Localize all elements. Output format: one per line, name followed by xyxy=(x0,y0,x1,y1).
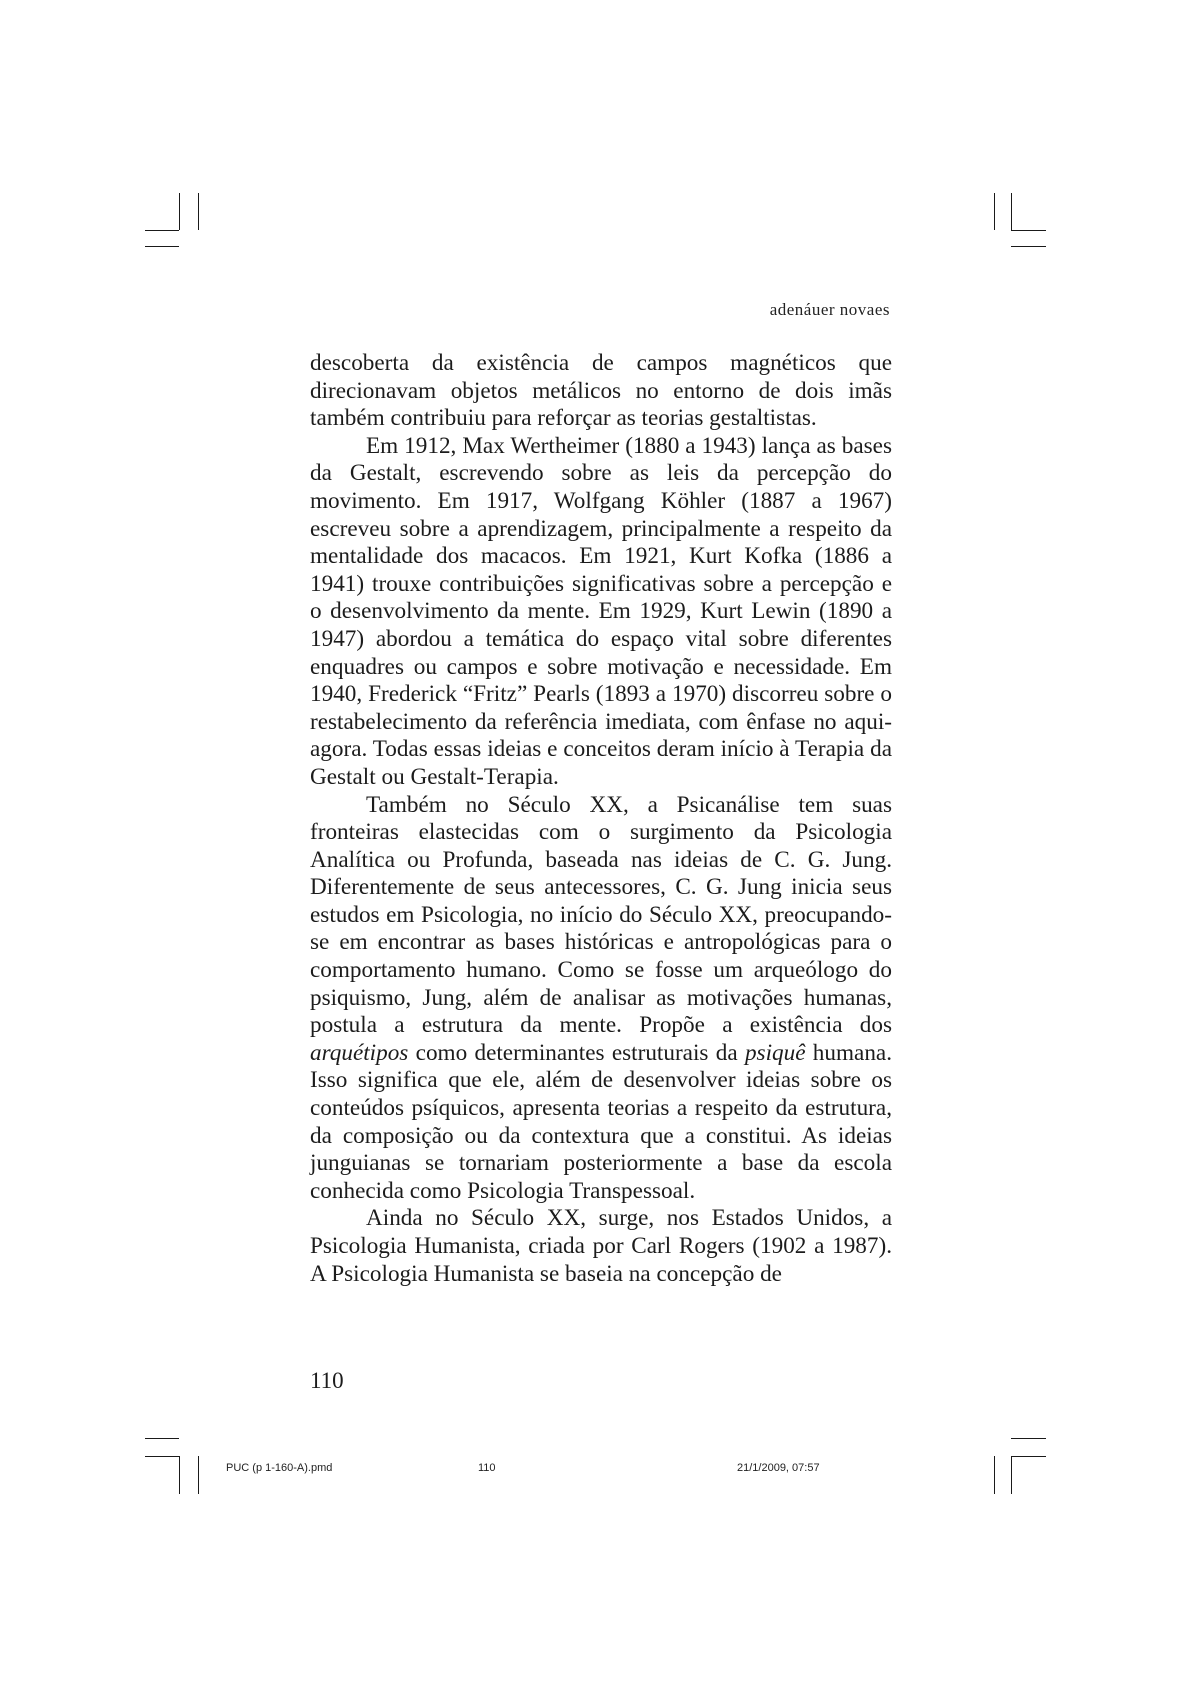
slug-page: 110 xyxy=(478,1462,496,1474)
italic-term: arquétipos xyxy=(310,1039,409,1066)
crop-mark xyxy=(1011,1438,1046,1439)
crop-mark xyxy=(1011,1456,1046,1457)
running-head: adenáuer novaes xyxy=(769,300,890,319)
crop-mark xyxy=(145,246,179,247)
text-run: Ainda no Século XX, surge, nos Estados Unidos, a Psicologia Humanista, criada por Carl Rogers (1902 a 1987). A Psicologia Humanista se baseia na concepção de xyxy=(310,1205,892,1287)
crop-mark xyxy=(994,1456,995,1494)
text-run: humana. Isso significa que ele, além de desenvolver ideias sobre os conteúdos psíquicos, apresenta teorias a respeito da estrutura, da composição ou da contextura que a constitui. As ideias junguianas se tornariam posteriormente a base da escola conhecida como Psicologia Transpessoal. xyxy=(310,1039,893,1204)
crop-mark xyxy=(145,230,179,231)
crop-mark xyxy=(198,193,199,230)
crop-mark xyxy=(1011,1456,1012,1494)
crop-mark xyxy=(179,193,180,230)
crop-mark xyxy=(1011,230,1046,231)
text-run: como determinantes estruturais da xyxy=(408,1039,745,1066)
italic-term: psiquê xyxy=(744,1039,806,1066)
crop-mark xyxy=(1011,193,1012,230)
crop-mark xyxy=(994,193,995,230)
paragraph xyxy=(310,433,892,792)
crop-mark xyxy=(1011,246,1046,247)
paragraph xyxy=(310,792,892,1206)
paragraph xyxy=(310,350,892,433)
body-text xyxy=(310,350,892,1288)
page-number: 110 xyxy=(310,1368,344,1393)
paragraph xyxy=(310,1205,892,1288)
crop-mark xyxy=(198,1456,199,1494)
text-run: Também no Século XX, a Psicanálise tem suas fronteiras elastecidas com o surgimento da Psicologia Analítica ou Profunda, baseada nas ideias de C. G. Jung. Diferentemente de seus antecessores, C. G. Jung inicia seus estudos em Psicologia, no início do Século XX, preocupando-se em encontrar as bases históricas e antropológicas para o comportamento humano. Como se fosse um arqueólogo do psiquismo, Jung, além de analisar as motivações humanas, postula a estrutura da mente. Propõe a existência dos xyxy=(310,791,892,1039)
slug-datetime: 21/1/2009, 07:57 xyxy=(737,1462,820,1474)
crop-mark xyxy=(179,1456,180,1494)
text-run: Em 1912, Max Wertheimer (1880 a 1943) lança as bases da Gestalt, escrevendo sobre as leis da percepção do movimento. Em 1917, Wolfgang Köhler (1887 a 1967) escreveu sobre a aprendizagem, principalmente a respeito da mentalidade dos macacos. Em 1921, Kurt Kofka (1886 a 1941) trouxe contribuições significativas sobre a percepção e o desenvolvimento da mente. Em 1929, Kurt Lewin (1890 a 1947) abordou a temática do espaço vital sobre diferentes enquadres ou campos e sobre motivação e necessidade. Em 1940, Frederick “Fritz” Pearls (1893 a 1970) discorreu sobre o restabelecimento da referência imediata, com ênfase no aqui-agora. Todas essas ideias e conceitos deram início à Terapia da Gestalt ou Gestalt-Terapia. xyxy=(310,432,892,790)
slug-filename: PUC (p 1-160-A).pmd xyxy=(226,1462,333,1474)
crop-mark xyxy=(145,1438,179,1439)
crop-mark xyxy=(145,1456,179,1457)
text-run: descoberta da existência de campos magnéticos que direcionavam objetos metálicos no entorno de dois imãs também contribuiu para reforçar as teorias gestaltistas. xyxy=(310,350,892,432)
